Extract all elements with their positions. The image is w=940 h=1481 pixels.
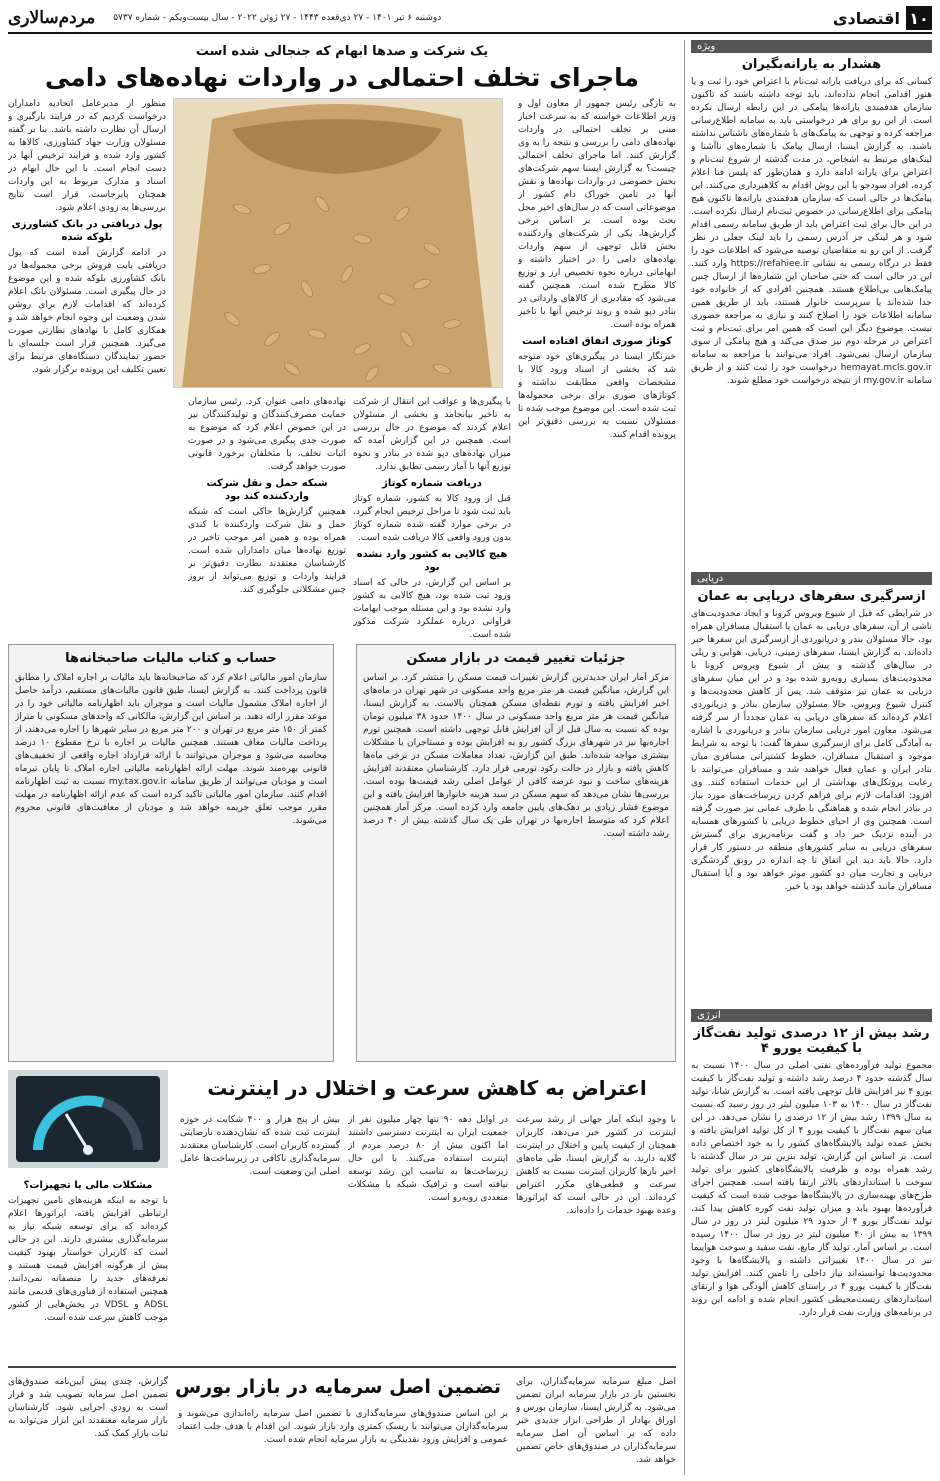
bourse-column-2: بر این اساس صندوق‌های سرمایه‌گذاری با تضمین اصل سرمایه راه‌اندازی می‌شوند و سرمایه‌گذاران می‌توانند با ریسک کمتری وارد بازار شوند. این اقدام با هدف جلب اعتماد عمومی و افزایش ورود نقدینگی به بازار سرمایه انجام شده است. xyxy=(178,1409,508,1445)
speedtest-photo xyxy=(8,1070,168,1168)
internet-column-3: بیش از پنج هزار و ۴۰۰ شکایت در حوزه اینترنت ثبت شده که نشان‌دهنده نارضایتی گسترده کاربران است. کارشناسان معتقدند سرمایه‌گذاری ناکافی در زیرساخت‌ها عامل اصلی این وضعیت است. xyxy=(180,1115,340,1177)
bourse-article xyxy=(8,1366,676,1476)
lead-subhead: شبکه حمل و نقل شرکت واردکننده کند بود xyxy=(206,478,328,502)
section-name: اقتصادی xyxy=(832,8,900,28)
lead-text: همچنین گزارش‌ها حاکی است که شبکه حمل و نقل شرکت واردکننده با کندی همراه بوده و همین امر موجب تاخیر در توزیع نهاده‌ها میان دامداران شده است. کارشناسان معتقدند نظارت دقیق‌تر بر فرایند واردات و توزیع می‌تواند از بروز چنین مشکلاتی جلوگیری کند. xyxy=(188,507,346,595)
box-body: سازمان امور مالیاتی اعلام کرد که صاحبخانه‌ها باید مالیات بر اجاره املاک را مطابق قانون پرداخت کنند. به گزارش ایسنا، طبق قانون مالیات‌های مستقیم، درآمد حاصل از اجاره املاک مشمول مالیات است و موجران باید اظهارنامه مالیاتی خود را در موعد مقرر ارائه دهند. بر اساس این گزارش، مالکانی که واحدهای مسکونی با متراژ کمتر از ۱۵۰ متر مربع در تهران و ۲۰۰ متر مربع در سایر شهرها را اجاره می‌دهند، از پرداخت مالیات معاف هستند. همچنین مالیات بر اجاره با نرخ مقطوع ۱۰ درصد محاسبه می‌شود و موجران می‌توانند با ارائه قرارداد اجاره واقعی از تخفیف‌های قانونی بهره‌مند شوند. مهلت ارائه اظهارنامه مالیاتی اجاره املاک تا پایان تیرماه است و مودیان می‌توانند از طریق سامانه my.tax.gov.ir نسبت به ثبت اظهارنامه اقدام کنند. سازمان امور مالیاتی تاکید کرده است که عدم ارائه اظهارنامه در مهلت مقرر موجب تعلق جریمه خواهد شد و مودیان از معافیت‌های قانونی محروم می‌شوند. xyxy=(15,673,327,826)
sidebar-article-diesel xyxy=(691,1009,932,1481)
lead-text: خبرنگار ایسنا در پیگیری‌های خود متوجه شد که بخشی از اسناد ورود کالا با مشخصات واقعی مطابقت نداشته و کوتاژهای صوری برای برخی محموله‌ها ثبت شده است. این موضوع موجب شده تا مسئولان نسبت به بررسی دقیق‌تر این پرونده اقدام کنند. xyxy=(518,352,676,440)
sidebar-column xyxy=(684,40,932,1475)
lead-subhead: پول دریافتی در بانک کشاورزی بلوکه شده xyxy=(11,219,163,243)
lead-text: نهاده‌های دامی عنوان کرد. رئیس سازمان حمایت مصرف‌کنندگان و تولیدکنندگان نیز در این خصوص اعلام کرد که موضوع به صورت جدی پیگیری می‌شود و در صورت اثبات تخلف، با متخلفان برخورد قانونی صورت خواهد گرفت. xyxy=(188,397,346,472)
masthead-left xyxy=(8,8,441,28)
article-body: در شرایطی که قبل از شیوع ویروس کرونا و ایجاد محدودیت‌های ناشی از آن، سفرهای دریایی به عمان با استقبال مسافران همراه بود، حالا مسئولان بندر و دریانوردی از ازسرگیری این سفرها خبر داده‌اند. به گزارش ایسنا، سفرهای زمینی، دریایی، هوایی و ریلی در سال‌های گذشته و پیش از شیوع ویروس کرونا با محدودیت‌های بسیاری روبه‌رو شده بود و در این میان سفرهای دریایی به عمان نیز متوقف شد. پس از کاهش محدودیت‌ها و کنترل شیوع ویروس، حالا مسئولان سازمان بنادر و دریانوردی اعلام کرده‌اند که سفرهای دریایی به عمان مجدداً از سر گرفته می‌شود. معاون امور دریایی سازمان بنادر و دریانوردی با اشاره به آمادگی کامل برای ازسرگیری سفرها گفت: با توجه به شرایط موجود و استقبال مسافران، خطوط کشتیرانی مسافری میان بنادر ایران و عمان فعال خواهند شد و مسافران می‌توانند با رعایت پروتکل‌های بهداشتی از این خدمات استفاده کنند. وی افزود: اقدامات لازم برای فراهم کردن زیرساخت‌های مورد نیاز در بنادر انجام شده و هماهنگی با طرف عمانی نیز صورت گرفته است. همچنین وی از احیای خطوط دریایی با کشورهای همسایه در آینده نزدیک خبر داد و گفت برنامه‌ریزی برای گسترش سفرهای دریایی به سایر کشورهای منطقه در دستور کار قرار دارد. حالا باید دید این اتفاق تا چه اندازه در رونق گردشگری دریایی و تجارت میان دو کشور موثر خواهد بود و آیا استقبال مسافران مانند گذشته خواهد بود یا خیر. xyxy=(691,609,932,892)
lead-subhead: کوتاژ صوری اتفاق افتاده است xyxy=(522,336,672,347)
lead-column-2 xyxy=(353,396,511,646)
article-title: هشدار به یارانه‌بگیران xyxy=(741,57,882,72)
main-area xyxy=(8,40,676,1465)
lead-column-4 xyxy=(8,98,166,646)
internet-text: با توجه به اینکه هزینه‌های تامین تجهیزات ارتباطی افزایش یافته، اپراتورها اعلام کرده‌اند که برای توسعه شبکه نیاز به سرمایه‌گذاری بیشتری دارند. این در حالی است که کاربران خواستار بهبود کیفیت پیش از هرگونه افزایش قیمت هستند و تعرفه‌های جدید را منصفانه نمی‌دانند. همچنین استفاده از فناوری‌های قدیمی مانند ADSL و VDSL در بخش‌هایی از کشور موجب کاهش سرعت شده است. xyxy=(8,1196,168,1323)
lead-subhead: دریافت شماره کوتاژ xyxy=(382,478,482,489)
housing-box xyxy=(356,644,676,1062)
boxed-articles xyxy=(8,644,676,1062)
speedometer-icon xyxy=(8,1070,168,1168)
internet-headline: اعتراض به کاهش سرعت و اختلال در اینترنت xyxy=(207,1076,647,1100)
box-body: مرکز آمار ایران جدیدترین گزارش تغییرات قیمت مسکن را منتشر کرد. بر اساس این گزارش، میانگین قیمت هر متر مربع واحد مسکونی در شهر تهران در ماه‌های اخیر افزایش یافته و تورم نقطه‌ای مسکن همچنان بالاست. به گزارش ایسنا، میانگین قیمت هر متر مربع واحد مسکونی در سال ۱۴۰۰ حدود ۳۸ میلیون تومان بوده که نسبت به سال قبل از آن افزایش قابل توجهی داشته است. همچنین تورم اجاره‌بها نیز در شهرهای بزرگ کشور رو به افزایش بوده و مستاجران با مشکلات بیشتری مواجه شده‌اند. طبق این گزارش، تعداد معاملات مسکن در برخی ماه‌ها کاهش یافته و بازار در حالت رکود تورمی قرار دارد. کارشناسان معتقدند افزایش هزینه‌های ساخت و نبود عرضه کافی از عوامل اصلی رشد قیمت‌ها بوده است. بررسی‌ها نشان می‌دهد که سهم مسکن در سبد هزینه خانوارها افزایش یافته و این موضوع فشار زیادی بر دهک‌های پایین جامعه وارد کرده است. مرکز آمار همچنین اعلام کرد که متوسط اجاره‌بها در تهران طی یک سال گذشته بیش از ۴۰ درصد رشد داشته است. xyxy=(363,673,669,839)
lead-text: در ادامه گزارش آمده است که پول دریافتی بابت فروش برخی محموله‌ها در بانک کشاورزی بلوکه شده و این موضوع در حال پیگیری است. مسئولان بانک اعلام کرده‌اند که اقدامات لازم برای روشن شدن وضعیت این وجوه انجام خواهد شد و همکاری کامل با نهادهای نظارتی صورت می‌گیرد. همچنین قرار است جلسه‌ای با حضور نمایندگان دستگاه‌های مرتبط برای تعیین تکلیف این پرونده برگزار شود. xyxy=(8,248,166,375)
bourse-column-1: اصل مبلغ سرمایه سرمایه‌گذاران، برای نخستین بار در بازار سرمایه ایران تضمین می‌شود. به گزارش ایسنا، سازمان بورس و اوراق بهادار از طراحی ابزار جدیدی خبر داده که بر اساس آن اصل سرمایه سرمایه‌گذاران در صندوق‌های خاص تضمین خواهد شد. xyxy=(516,1377,676,1465)
lead-headline: ماجرای تخلف احتمالی در واردات نهاده‌های دامی xyxy=(44,63,640,92)
internet-column-4 xyxy=(8,1176,168,1360)
article-title: رشد بیش از ۱۲ درصدی تولید نفت‌گاز با کیفیت یورو ۴ xyxy=(693,1026,930,1056)
dateline: دوشنبه ۶ تیر ۱۴۰۱ - ۲۷ ذی‌قعده ۱۴۴۳ - ۲۷ ژوئن ۲۰۲۲ - سال بیست‌ویکم - شماره ۵۷۳۷ xyxy=(113,13,442,23)
lead-text: منظور از مدیرعامل اتحادیه دامداران درخواست کردیم که در فرایند بارگیری و ارسال آن نظارت داشته باشد. بنا بر گفته مسئولان وزارت جهاد کشاورزی، کالاها به کشور وارد شده و فرایند ترخیص آنها در دست انجام است. با این حال ابهام در اسناد و مدارک مربوط به این واردات همچنان پابرجاست. قرار است نتایج بررسی‌ها به زودی اعلام شود. xyxy=(8,99,166,213)
newspaper-logo: مردم‌سالاری xyxy=(8,8,96,28)
article-body: مجموع تولید فرآورده‌های نفتی اصلی در سال ۱۴۰۰ نسبت به سال گذشته حدود ۴ درصد رشد داشته و تولید نفت‌گاز با کیفیت یورو ۴ نیز افزایش قابل توجهی یافته است. به گزارش شانا، تولید نفت‌گاز در سال ۱۴۰۰ به ۱۰۳ میلیون لیتر در روز رسید که نسبت به سال ۱۳۹۹ رشد بیش از ۱۲ درصدی را نشان می‌دهد. در این میان سهم نفت‌گاز با کیفیت یورو ۴ از کل تولید افزایش یافته و بخش عمده تولید پالایشگاه‌های کشور را به خود اختصاص داده است. بر اساس این گزارش، تولید بنزین نیز در سال گذشته با رشد همراه بوده و ظرفیت پالایشگاه‌های کشور برای تولید سوخت با استانداردهای بالاتر ارتقا یافته است. همچنین اجرای طرح‌های بهینه‌سازی در پالایشگاه‌ها موجب شده است که کیفیت فرآورده‌ها بهبود یابد و میزان تولید نفت کوره کاهش پیدا کند. تولید نفت‌گاز یورو ۴ از حدود ۲۹ میلیون لیتر در روز در سال ۱۳۹۹ به بیش از ۴۰ میلیون لیتر در روز در سال ۱۴۰۰ رسیده است. بر اساس آمار، تولید گاز مایع، نفت سفید و سوخت هواپیما نیز در سال ۱۴۰۰ تغییراتی داشته و پالایشگاه‌ها با وجود محدودیت‌ها توانسته‌اند نیاز داخلی را تامین کنند. افزایش تولید نفت‌گاز با کیفیت یورو ۴ در راستای کاهش آلودگی هوا و ارتقای استانداردهای زیست‌محیطی کشور انجام شده و ادامه این روند در برنامه‌های وزارت نفت قرار دارد. xyxy=(691,1061,932,1318)
article-title: ازسرگیری سفرهای دریایی به عمان xyxy=(697,589,926,604)
article-tag: دریایی xyxy=(691,572,932,585)
article-tag: ویژه xyxy=(691,40,932,53)
lead-column-1 xyxy=(518,98,676,646)
sidebar-article-subsidy xyxy=(691,40,932,566)
lead-kicker: یک شرکت و صدها ابهام که جنجالی شده است xyxy=(195,44,489,59)
lead-text: با پیگیری‌ها و عواقب این انتقال از شرکت به تاخیر بیانجامد و بخشی از مسئولان اعلام کردند که موضوع در حال بررسی است. همچنین در این گزارش آمده که میزان نهاده‌های دپو شده در بنادر و نحوه توزیع آنها با آمار رسمی تطابق ندارد. xyxy=(353,397,511,472)
lead-article xyxy=(8,98,676,646)
internet-subhead: مشکلات مالی یا تجهیزات؟ xyxy=(23,1180,153,1191)
lead-text: به تازگی رئیس جمهور از معاون اول و وزیر اطلاعات خواسته که به سرعت اخبار مبنی بر تخلف احتمالی در واردات نهاده‌های دامی را بررسی و نتیجه را به وی گزارش کنند. اما ماجرای تخلف احتمالی چیست؟ به گزارش ایسنا سهم شرکت‌های بخش خصوصی در واردات نهاده‌ها و نقش آنها در تامین خوراک دام کشور از موضوعاتی است که در سال‌های اخیر محل بحث بوده است. بر اساس برخی گزارش‌ها، یکی از شرکت‌های واردکننده بخش قابل توجهی از سهم واردات نهاده‌های دامی را در اختیار داشته و ابهاماتی درباره نحوه تخصیص ارز و توزیع کالا مطرح شده است. همچنین گفته می‌شود که مقادیری از کالاهای وارداتی در بنادر دپو شده و روند ترخیص آنها با تاخیر همراه بوده است. xyxy=(518,99,676,330)
box-title: حساب و کتاب مالیات صاحبخانه‌ها xyxy=(65,651,277,666)
lead-text: قبل از ورود کالا به کشور، شماره کوتاژ باید ثبت شود تا مراحل ترخیص انجام گیرد. در برخی موارد گفته شده شماره کوتاژ بدون ورود واقعی کالا دریافت شده است. xyxy=(353,494,511,543)
internet-article xyxy=(8,1070,676,1360)
article-tag: انرژی xyxy=(691,1009,932,1022)
wheat-icon xyxy=(173,99,502,388)
lead-column-3 xyxy=(188,396,346,646)
article-body: کسانی که برای دریافت یارانه ثبت‌نام یا اعتراض خود را ثبت و یا هنوز اقدامی انجام نداده‌اند، باید توجه داشته باشند که تاکنون سازمان هدفمندی یارانه‌ها پیامکی در این رابطه ارسال نکرده است. از این رو برای هر درخواستی باید به سامانه اطلاع‌رسانی مراجعه کرده و توجهی به پیامک‌های با شماره‌های ناشناس نداشته باشند. به گزارش ایسنا، ارسال پیامک با شماره‌های ناآشنا و لینک‌های مرتبط به اشخاص، در مدت گذشته از شروع ثبت‌نام و اعتراض برای یارانه ادامه دارد و همان‌طور که پلیس فتا اعلام کرده، افراد سودجو با این روش اقدام به کلاهبرداری می‌کنند. این پیامک‌ها در حالی است که سازمان هدفمندی یارانه‌ها تاکنون هیچ پیامکی برای اطلاع‌رسانی در خصوص ثبت‌نام ارسال نکرده است. در این حال برای ثبت اعتراض باید از طریق سامانه رسمی اقدام شود و هر لینکی جز آدرس رسمی را باید لینک جعلی در نظر گرفت. از این رو به متقاضیان توصیه می‌شود که اطلاعات خود را فقط در درگاه رسمی به نشانی https://refahiee.ir وارد کنند. این در حالی است که حتی صاحبان این شماره‌ها از ارسال چنین پیامک‌هایی بی‌اطلاع هستند. همچنین افرادی که از خانواده خود جدا شده‌اند یا سرپرست خانوار هستند، باید از طریق همین سامانه اطلاعات خود را اصلاح کنند و نیازی به مراجعه حضوری نیست. موضوع دیگر این است که همین امر برای ثبت‌نام و ثبت اعتراض در مرحله دوم نیز صدق می‌کند و هیچ پیامکی از سوی سازمان ارسال نمی‌شود. افراد می‌توانند با مراجعه به سامانه hemayat.mcls.gov.ir درخواست خود را ثبت کنند و از طریق سامانه my.gov.ir از نتیجه درخواست خود مطلع شوند. xyxy=(691,77,932,386)
sidebar-article-oman xyxy=(691,572,932,1003)
rent-tax-box xyxy=(8,644,334,1062)
grain-sack-photo xyxy=(173,98,503,388)
masthead xyxy=(8,4,932,34)
box-title: جزئیات تغییر قیمت در بازار مسکن xyxy=(406,651,626,666)
lead-text: بر اساس این گزارش، در حالی که اسناد ورود ثبت شده بود، هیچ کالایی به کشور وارد نشده بود و این مسئله موجب ابهامات فراوانی درباره عملکرد شرکت مذکور شده است. xyxy=(353,578,511,640)
internet-column-2: در اوایل دهه ۹۰ تنها چهار میلیون نفر از جمعیت ایران به اینترنت دسترسی داشتند اما اکنون بیش از ۸۰ درصد مردم از اینترنت استفاده می‌کنند. با این حال زیرساخت‌ها به تناسب این رشد توسعه نیافته است و ترافیک شبکه با مشکلات متعددی روبه‌رو است. xyxy=(348,1115,508,1203)
section-header xyxy=(833,6,932,30)
bourse-column-3: گزارش، چندی پیش آیین‌نامه صندوق‌های تضمین اصل سرمایه تصویب شد و قرار است به زودی اجرایی شود. کارشناسان بازار سرمایه معتقدند این ابزار می‌تواند به ثبات بازار کمک کند. xyxy=(8,1377,168,1439)
page-number: ۱۰ xyxy=(906,6,932,30)
internet-column-1: با وجود اینکه آمار جهانی از رشد سرعت اینترنت در کشور خبر می‌دهد، کاربران همچنان از کیفیت پایین و اختلال در اینترنت گلایه دارند. به گزارش ایسنا، طی ماه‌های اخیر بارها کاربران اینترنت نسبت به کاهش سرعت و قطعی‌های مکرر اعتراض کرده‌اند. این در حالی است که اپراتورها وعده بهبود خدمات را داده‌اند. xyxy=(516,1115,676,1216)
bourse-headline: تضمین اصل سرمایه در بازار بورس xyxy=(175,1376,501,1398)
lead-subhead: هیچ کالایی به کشور وارد نشده بود xyxy=(356,549,508,573)
